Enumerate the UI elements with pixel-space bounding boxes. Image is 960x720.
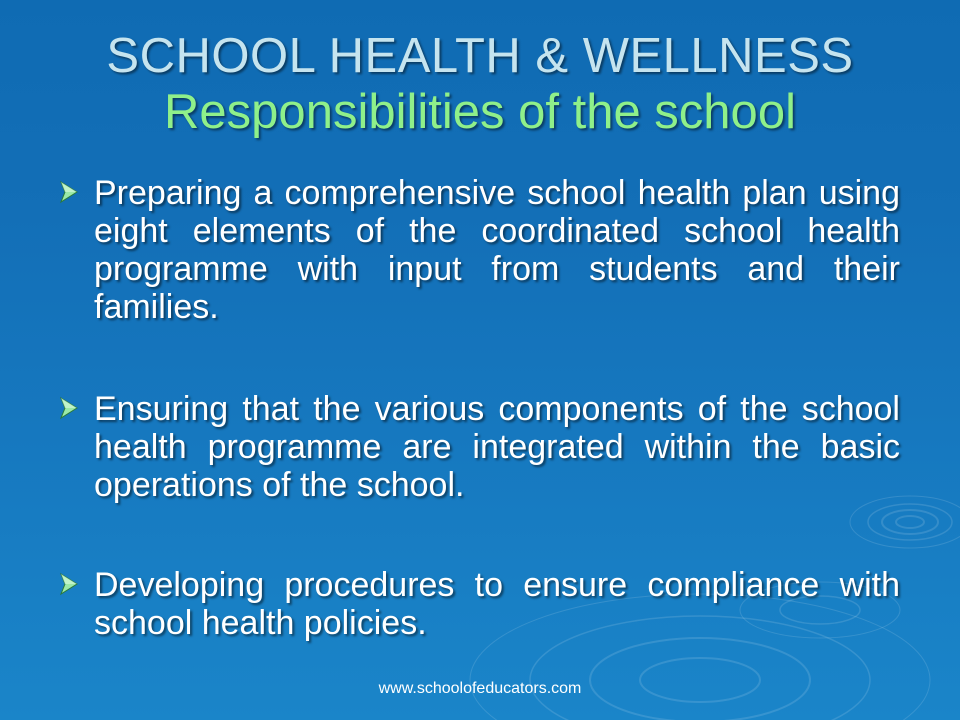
bullet-text: Preparing a comprehensive school health plan using eight elements of the coordinated school health programme with input from students and their families. (94, 174, 900, 326)
bullet-item (58, 174, 900, 326)
footer-url: www.schoolofeducators.com (378, 680, 582, 697)
bullet-item (58, 390, 900, 504)
bullet-item (58, 566, 900, 642)
arrow-bullet-icon (58, 572, 80, 596)
slide-title (0, 28, 960, 140)
arrow-bullet-icon (58, 396, 80, 420)
bullet-list (58, 174, 900, 642)
bullet-text: Ensuring that the various components of the school health programme are integrated within the basic operations of the school. (94, 390, 900, 504)
title-line-1: SCHOOL HEALTH & WELLNESS (106, 29, 854, 83)
arrow-bullet-icon (58, 180, 80, 204)
title-line-2: Responsibilities of the school (164, 85, 796, 139)
bullet-text: Developing procedures to ensure compliance with school health policies. (94, 566, 900, 642)
